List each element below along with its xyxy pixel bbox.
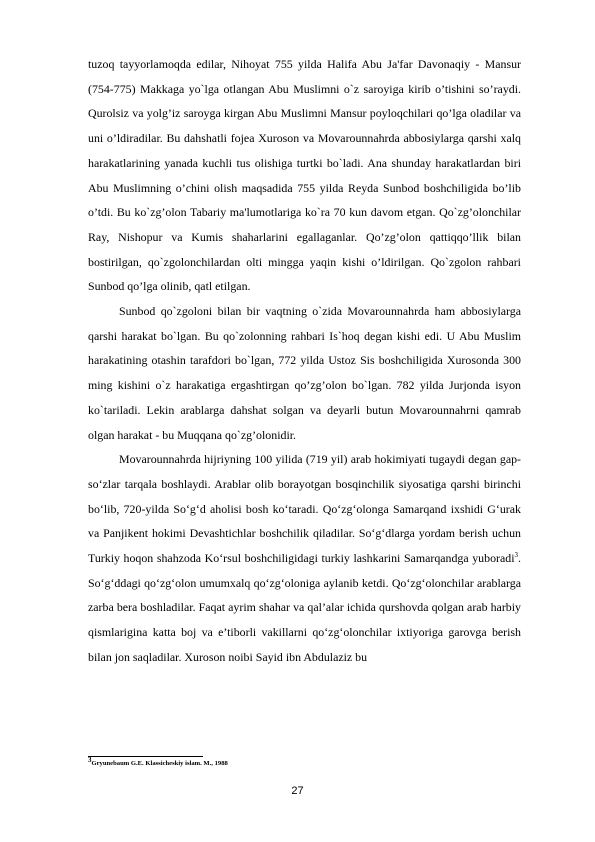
page-body — [88, 52, 521, 670]
paragraph-3-text-a: Movarounnahrda hijriyning 100 yilida (719 yil) arab hokimiyati tugaydi degan gap-so‘zlar tarqala boshlaydi. Arablar olib borayotgan bosqinchilik siyosatiga qarshi birinchi bo‘lib, 720-yilda So‘g‘d aholisi bosh ko‘taradi. Qo‘zg‘olonga Samarqand ixshidi G‘urak va Panjikent hokimi Devashtichlar boshchilik qiladilar. So‘g‘dlarga yordam berish uchun Turkiy hoqon shahzoda Ko‘rsul boshchiligidagi turkiy lashkarini Samarqandga yuboradi — [88, 452, 521, 566]
footnote-divider — [88, 756, 203, 757]
footnote — [88, 755, 521, 768]
footnote-mark: 3 — [88, 755, 92, 764]
paragraph-1: tuzoq tayyorlamoqda edilar, Nihoyat 755 yilda Halifa Abu Ja'far Davonaqiy - Mansur (754-775) Makkaga yo`lga otlangan Abu Muslimni o`z saroyiga kirib o’tishini so’raydi. Qurolsiz va yolg’iz saroyga kirgan Abu Muslimni Mansur poyloqchilari qo’lga oladilar va uni o’ldiradilar. Bu dahshatli fojea Xuroson va Movarounnahrda abbosiylarga qarshi xalq harakatlarining yanada kuchli tus olishiga turtki bo`ladi. Ana shunday harakatlardan biri Abu Muslimning o’chini olish maqsadida 755 yilda Reyda Sunbod boshchiligida bo’lib o’tdi. Bu ko`zg’olon Tabariy ma'lumotlariga ko`ra 70 kun davom etgan. Qo`zg’olonchilar Ray, Nishopur va Kumis shaharlarini egallaganlar. Qo’zg’olon qattiqqo’llik bilan bostirilgan, qo`zgolonchilardan olti mingga yaqin kishi o’ldirilgan. Qo`zgolon rahbari Sunbod qo’lga olinib, qatl etilgan. — [88, 57, 521, 294]
paragraph-3-text-b: . So‘g‘ddagi qo‘zg‘olon umumxalq qo‘zg‘oloniga aylanib ketdi. Qo‘zg‘olonchilar arablarga zarba bera boshladilar. Faqat ayrim shahar va qal’alar ichida qurshovda qolgan arab harbiy qismlarigina katta boj va e’tiborli vakillarni qo‘zg‘olonchilar ixtiyoriga garovga berish bilan jon saqladilar. Xuroson noibi Sayid ibn Abdulaziz bu — [88, 551, 521, 664]
footnote-text: Gryunebaum G.E. Klassicheskiy islam. M., 1988 — [91, 760, 228, 767]
page-number: 27 — [291, 785, 304, 797]
paragraph-3 — [88, 447, 521, 669]
footnote-reference[interactable]: 3 — [514, 551, 519, 560]
paragraph-2: Sunbod qo`zgoloni bilan bir vaqtning o`zida Movarounnahrda ham abbosiylarga qarshi harakat bo`lgan. Bu qo`zolonning rahbari Is`hoq degan kishi edi. U Abu Muslim harakatining otashin tarafdori bo`lgan, 772 yilda Ustoz Sis boshchiligida Xurosonda 300 ming kishini o`z harakatiga ergashtirgan qo’zg’olon bo`lgan. 782 yilda Jurjonda isyon ko`tariladi. Lekin arablarga dahshat solgan va deyarli butun Movarounnahrni qamrab olgan harakat - bu Muqqana qo`zg’olonidir. — [88, 304, 521, 442]
